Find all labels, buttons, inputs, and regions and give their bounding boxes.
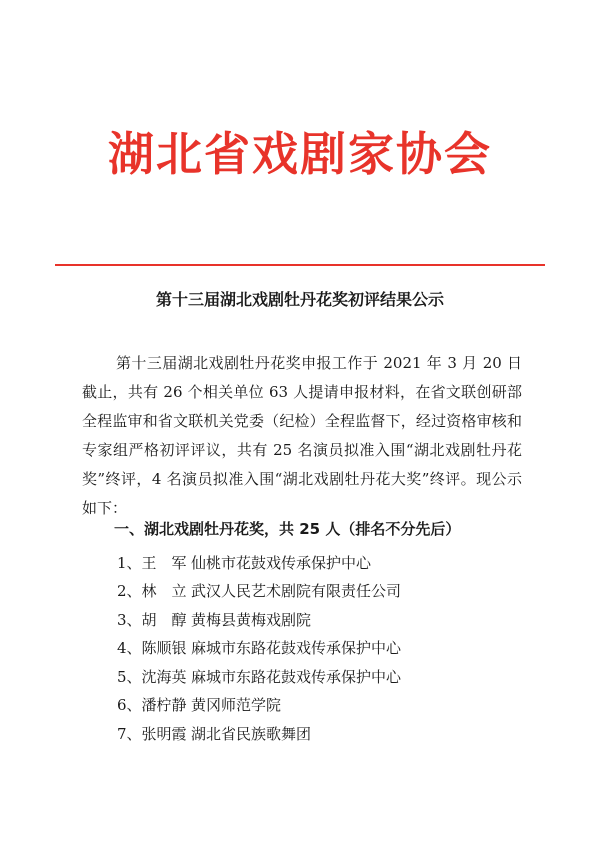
entry-number-name: 3、胡 醇	[117, 610, 187, 629]
list-item	[117, 719, 537, 748]
entry-unit: 黄梅县黄梅戏剧院	[191, 610, 312, 629]
document-title: 第十三届湖北戏剧牡丹花奖初评结果公示	[155, 290, 444, 309]
list-item	[117, 577, 537, 606]
entry-unit: 湖北省民族歌舞团	[191, 724, 312, 743]
header-red-rule	[55, 264, 545, 266]
entry-number-name: 1、王 军	[117, 553, 187, 572]
organization-header: 湖北省戏剧家协会	[108, 127, 492, 181]
entry-unit: 武汉人民艺术剧院有限责任公司	[191, 582, 402, 601]
list-item	[117, 548, 537, 577]
list-item	[117, 691, 537, 720]
list-item	[117, 605, 537, 634]
entry-number-name: 4、陈顺银	[117, 639, 187, 658]
entry-unit: 麻城市东路花鼓戏传承保护中心	[191, 667, 402, 686]
entry-number-name: 7、张明霞	[117, 724, 187, 743]
entry-number-name: 2、林 立	[117, 582, 187, 601]
entry-unit: 仙桃市花鼓戏传承保护中心	[191, 553, 372, 572]
list-item	[117, 634, 537, 663]
list-item	[117, 662, 537, 691]
entry-number-name: 5、沈海英	[117, 667, 187, 686]
entry-unit: 黄冈师范学院	[191, 696, 282, 715]
intro-paragraph: 第十三届湖北戏剧牡丹花奖申报工作于 2021 年 3 月 20 日截止，共有 26 个相关单位 63 人提请申报材料，在省文联创研部全程监审和省文联机关党委（纪检）全程监督下，经过资格审核和专家组严格初评评议，共有 25 名演员拟准入围“湖北戏剧牡丹花奖”终评，4 名演员拟准入围“湖北戏剧牡丹花大奖”终评。现公示如下：	[82, 354, 522, 517]
entry-unit: 麻城市东路花鼓戏传承保护中心	[191, 639, 402, 658]
entry-number-name: 6、潘柠静	[117, 696, 187, 715]
winner-list	[117, 548, 537, 748]
section-heading: 一、湖北戏剧牡丹花奖，共 25 人（排名不分先后）	[114, 520, 461, 538]
